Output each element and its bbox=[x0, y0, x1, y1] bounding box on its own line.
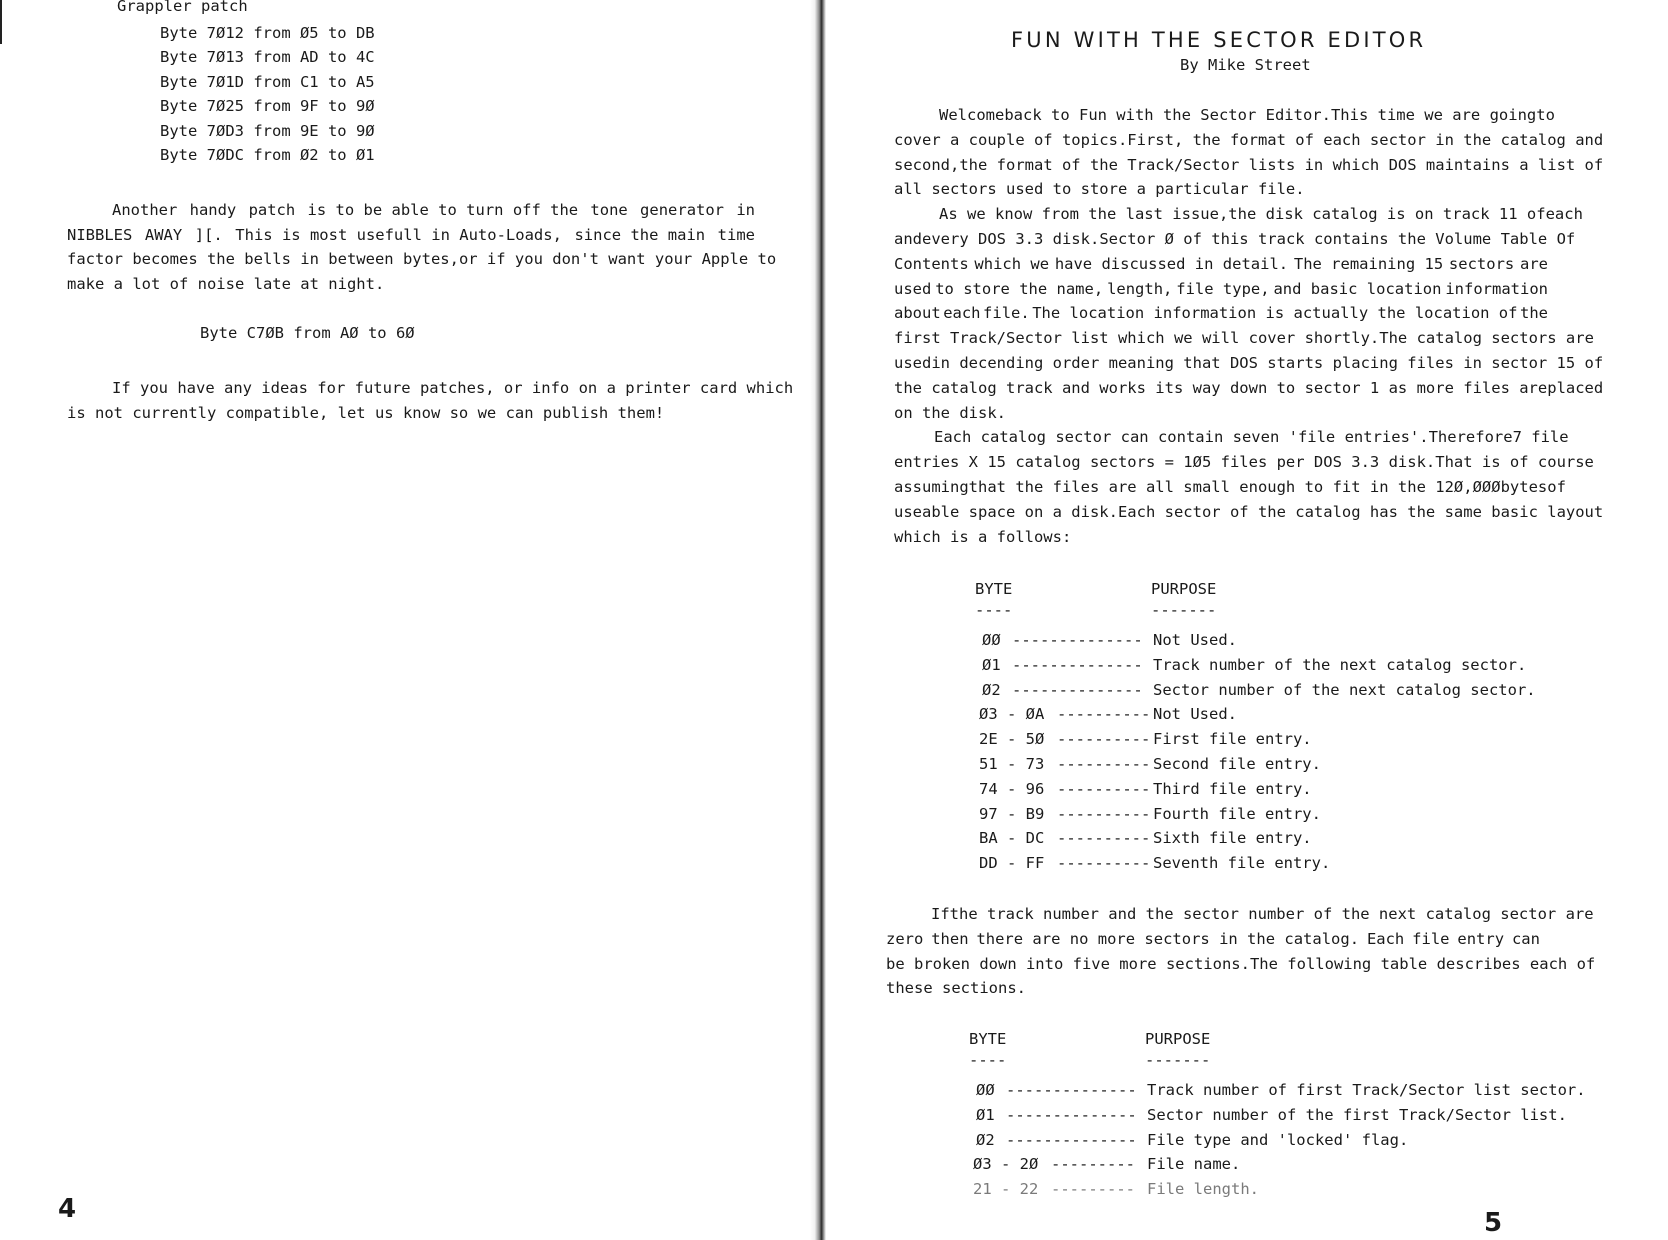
text-segment: make a lot of noise late at night. bbox=[67, 274, 385, 293]
text-segment: of bbox=[1547, 478, 1566, 496]
text-line bbox=[894, 528, 1071, 546]
text-segment: patch bbox=[248, 201, 296, 219]
text-segment: in decending order meaning that DOS starts placing files in sector 15 of bbox=[931, 354, 1604, 372]
text-segment: have discussed in detail. bbox=[1054, 254, 1289, 273]
text-segment: on the disk. bbox=[894, 403, 1006, 422]
text-line bbox=[894, 502, 1604, 521]
table-row-byte: Ø1 bbox=[976, 1105, 995, 1124]
text-line bbox=[894, 378, 1604, 397]
table-row-byte: 97 - B9 bbox=[979, 804, 1045, 823]
table-row-purpose: File type and 'locked' flag. bbox=[1147, 1130, 1409, 1149]
text-segment: NIBBLES bbox=[67, 225, 133, 244]
text-segment: Another bbox=[112, 201, 178, 219]
text-segment: the format of the Track/Sector lists in which DOS maintains a list of bbox=[959, 155, 1604, 174]
text-line bbox=[67, 275, 384, 293]
patch-line-c70b: Byte C7ØB from AØ to 6Ø bbox=[200, 324, 415, 342]
text-segment: to store the name, bbox=[935, 279, 1104, 298]
table-row-purpose: Sector number of the first Track/Sector list. bbox=[1147, 1105, 1567, 1124]
table-row-purpose: File name. bbox=[1147, 1155, 1241, 1174]
article-title: FUN WITH THE SECTOR EDITOR bbox=[1011, 28, 1427, 52]
article-byline: By Mike Street bbox=[1180, 56, 1311, 74]
page-edge-mark bbox=[0, 0, 2, 44]
table-row-dashes: --------- bbox=[1051, 1180, 1135, 1199]
text-segment: The remaining 15 bbox=[1293, 254, 1444, 273]
text-segment: As we know from the last issue, bbox=[939, 205, 1229, 224]
table-row-dashes: ---------- bbox=[1057, 854, 1151, 873]
text-segment: is to be able to turn off the bbox=[307, 201, 579, 219]
text-segment: cover a couple of topics. bbox=[894, 130, 1128, 149]
text-segment: The following table describes each of bbox=[1249, 954, 1596, 973]
table-row-byte: ØØ bbox=[982, 631, 1001, 649]
text-line bbox=[894, 329, 1594, 348]
table-row-byte: 51 - 73 bbox=[979, 755, 1045, 773]
table-row-dashes: -------------- bbox=[1006, 1081, 1137, 1099]
table-row-purpose: Fourth file entry. bbox=[1153, 804, 1321, 823]
text-segment: If you have any ideas for future patches, or info on a printer card which bbox=[112, 379, 794, 397]
text-segment: there are no more sectors in the catalog. bbox=[976, 929, 1360, 948]
text-segment: the disk catalog is on track 11 of bbox=[1228, 205, 1546, 224]
table-header-purpose: PURPOSE bbox=[1151, 580, 1217, 598]
patch-line: Byte 7Ø12 from Ø5 to DB bbox=[160, 24, 375, 42]
text-line bbox=[894, 304, 1548, 322]
text-segment: be broken down into five more sections. bbox=[886, 954, 1250, 973]
table-underline-purpose: ------- bbox=[1151, 601, 1217, 619]
table-row-dashes: ---------- bbox=[1057, 705, 1151, 724]
text-line bbox=[112, 379, 793, 397]
text-segment: The catalog sectors are bbox=[1379, 329, 1594, 348]
text-segment: Therefore bbox=[1428, 428, 1513, 447]
table-row-dashes: ---------- bbox=[1057, 804, 1151, 823]
text-segment: to bbox=[1536, 106, 1555, 124]
text-segment: are bbox=[1520, 254, 1548, 273]
text-segment: assuming bbox=[894, 478, 969, 496]
text-segment: This is most usefull in Auto-Loads, bbox=[235, 225, 562, 244]
book-spine bbox=[810, 0, 826, 1240]
table-underline-purpose: ------- bbox=[1145, 1051, 1211, 1069]
text-line bbox=[112, 201, 755, 219]
table-header-byte: BYTE bbox=[975, 580, 1013, 598]
text-segment: generator bbox=[640, 201, 725, 219]
text-segment: ][. bbox=[194, 225, 223, 244]
text-segment: all sectors used to store a particular file. bbox=[894, 180, 1305, 199]
table-row-dashes: -------------- bbox=[1012, 631, 1143, 649]
text-segment: AWAY bbox=[144, 225, 183, 244]
text-line bbox=[894, 453, 1594, 472]
text-segment: used bbox=[894, 354, 932, 372]
text-line bbox=[934, 428, 1569, 447]
text-segment: is not currently compatible, let us know so we can publish them! bbox=[67, 403, 665, 422]
text-line bbox=[886, 930, 1540, 948]
text-segment: If bbox=[931, 905, 950, 923]
table-row-purpose: Not Used. bbox=[1153, 705, 1237, 724]
text-segment: which is a follows: bbox=[894, 527, 1072, 546]
table-row-dashes: -------------- bbox=[1006, 1105, 1137, 1124]
text-segment: This time we are going bbox=[1330, 106, 1537, 124]
table-row-purpose: Third file entry. bbox=[1153, 779, 1312, 798]
text-segment: 7 file bbox=[1512, 428, 1569, 447]
table-row-byte: 21 - 22 bbox=[973, 1180, 1039, 1199]
table-row-dashes: ---------- bbox=[1057, 779, 1151, 798]
text-segment: can bbox=[1511, 929, 1540, 948]
table-row-dashes: ---------- bbox=[1057, 829, 1151, 848]
table-row-purpose: First file entry. bbox=[1153, 730, 1312, 749]
text-line bbox=[894, 354, 1604, 372]
table-row-purpose: Not Used. bbox=[1153, 631, 1237, 649]
text-segment: entries X 15 catalog sectors = 1Ø5 files per DOS 3.3 disk. bbox=[894, 453, 1436, 472]
table-row-byte: ØØ bbox=[976, 1081, 995, 1099]
text-segment: First, the format of each sector in the catalog and bbox=[1127, 130, 1604, 149]
text-segment: which we bbox=[974, 254, 1050, 273]
text-segment: length, bbox=[1107, 279, 1173, 298]
text-segment: file type, bbox=[1176, 279, 1270, 298]
text-segment: bytes bbox=[1500, 478, 1548, 496]
text-segment: these sections. bbox=[886, 979, 1026, 998]
text-segment: every DOS 3.3 disk. bbox=[922, 230, 1100, 248]
text-segment: time bbox=[717, 225, 755, 244]
table-row-dashes: -------------- bbox=[1006, 1130, 1137, 1149]
patch-line: Byte 7ØDC from Ø2 to Ø1 bbox=[160, 146, 375, 164]
text-line bbox=[67, 226, 755, 244]
text-line bbox=[894, 230, 1576, 248]
text-line bbox=[894, 478, 1566, 496]
patch-line: Byte 7Ø25 from 9F to 9Ø bbox=[160, 97, 375, 116]
table-row-purpose: Track number of the next catalog sector. bbox=[1153, 655, 1527, 674]
patch-line: Byte 7Ø13 from AD to 4C bbox=[160, 48, 375, 67]
text-segment: and basic location bbox=[1273, 279, 1442, 298]
text-segment: tone bbox=[590, 201, 628, 219]
text-line bbox=[67, 250, 777, 268]
text-line bbox=[894, 180, 1305, 198]
text-segment: the track number and the sector number of the next catalog sector are bbox=[949, 905, 1594, 923]
table-row-byte: Ø2 bbox=[982, 680, 1001, 699]
text-line bbox=[886, 979, 1026, 997]
table-row-purpose: Seventh file entry. bbox=[1153, 854, 1331, 873]
table-row-dashes: ---------- bbox=[1057, 755, 1151, 773]
text-line bbox=[939, 205, 1583, 224]
left-page bbox=[0, 0, 810, 1240]
text-segment: entry bbox=[1457, 929, 1505, 948]
table-row-byte: BA - DC bbox=[979, 829, 1045, 848]
text-line bbox=[886, 954, 1596, 973]
table-row-byte: 2E - 5Ø bbox=[979, 730, 1045, 749]
table-row-byte: Ø3 - 2Ø bbox=[973, 1155, 1039, 1174]
text-segment: Each catalog sector can contain seven 'file entries'. bbox=[934, 428, 1429, 447]
text-segment: Each bbox=[1366, 929, 1405, 948]
text-segment: first Track/Sector list which we will cover shortly. bbox=[894, 329, 1380, 348]
text-segment: that the files are all small enough to fit in the 12Ø,ØØØ bbox=[968, 478, 1501, 496]
table-row-purpose: Second file entry. bbox=[1153, 755, 1321, 773]
text-line bbox=[894, 255, 1548, 273]
text-segment: file. bbox=[983, 304, 1030, 323]
table-row-dashes: ---------- bbox=[1057, 730, 1151, 749]
patch-line: Byte 7Ø1D from C1 to A5 bbox=[160, 72, 375, 91]
table-underline-byte: ---- bbox=[975, 601, 1013, 619]
table-row-purpose: Sixth file entry. bbox=[1153, 829, 1312, 848]
text-segment: factor becomes the bells in between bytes, bbox=[67, 250, 459, 268]
text-segment: then bbox=[931, 929, 969, 948]
text-segment: each bbox=[1545, 205, 1583, 224]
table-row-byte: Ø2 bbox=[976, 1130, 995, 1149]
table-row-byte: 74 - 96 bbox=[979, 779, 1045, 798]
text-line bbox=[894, 404, 1006, 422]
table-row-dashes: -------------- bbox=[1012, 655, 1143, 674]
text-segment: second, bbox=[894, 155, 960, 174]
table-row-dashes: -------------- bbox=[1012, 680, 1143, 699]
text-segment: Welcome bbox=[939, 106, 1005, 124]
text-segment: the bbox=[1520, 304, 1548, 323]
text-segment: information bbox=[1445, 279, 1548, 298]
text-segment: the catalog track and works its way down to sector 1 as more files are bbox=[894, 378, 1548, 397]
text-segment: Contents bbox=[894, 254, 969, 273]
text-segment: since the main bbox=[574, 225, 706, 244]
text-segment: Sector Ø of this track contains the Volume Table Of bbox=[1099, 230, 1576, 248]
text-segment: zero bbox=[886, 929, 924, 948]
page-number-left: 4 bbox=[58, 1194, 77, 1224]
table-header-purpose: PURPOSE bbox=[1145, 1030, 1211, 1048]
patch-line: Byte 7ØD3 from 9E to 9Ø bbox=[160, 121, 375, 140]
table-row-byte: DD - FF bbox=[979, 854, 1045, 873]
text-line bbox=[67, 404, 664, 422]
text-line bbox=[894, 130, 1604, 149]
page-number-right: 5 bbox=[1484, 1208, 1503, 1238]
text-segment: or if you don't want your Apple to bbox=[458, 250, 777, 268]
text-segment: sectors bbox=[1448, 254, 1515, 273]
patch-title: Grappler patch bbox=[117, 0, 248, 15]
text-line bbox=[894, 280, 1548, 298]
text-segment: used bbox=[894, 279, 932, 298]
text-segment: about bbox=[894, 304, 941, 323]
text-line bbox=[931, 905, 1594, 923]
text-segment: Each sector of the catalog has the same basic layout bbox=[1117, 502, 1604, 521]
table-header-byte: BYTE bbox=[969, 1030, 1007, 1048]
table-row-purpose: File length. bbox=[1147, 1180, 1259, 1199]
text-segment: in bbox=[736, 201, 755, 219]
right-page bbox=[826, 0, 1668, 1240]
text-segment: each bbox=[943, 304, 981, 323]
table-row-byte: Ø3 - ØA bbox=[979, 705, 1045, 724]
text-segment: The location information is actually the location of bbox=[1032, 304, 1518, 323]
table-row-byte: Ø1 bbox=[982, 655, 1001, 674]
text-line bbox=[894, 155, 1604, 174]
text-segment: placed bbox=[1547, 378, 1604, 397]
table-row-purpose: Sector number of the next catalog sector. bbox=[1153, 680, 1536, 699]
table-underline-byte: ---- bbox=[969, 1051, 1007, 1069]
text-segment: file bbox=[1412, 929, 1450, 948]
table-row-purpose: Track number of first Track/Sector list sector. bbox=[1147, 1081, 1586, 1099]
text-segment: handy bbox=[189, 201, 237, 219]
text-segment: and bbox=[894, 230, 922, 248]
table-row-dashes: --------- bbox=[1051, 1155, 1135, 1174]
text-segment: That is of course bbox=[1435, 453, 1594, 472]
text-line bbox=[939, 106, 1555, 124]
text-segment: back to Fun with the Sector Editor. bbox=[1004, 106, 1331, 124]
text-segment: useable space on a disk. bbox=[894, 502, 1118, 521]
